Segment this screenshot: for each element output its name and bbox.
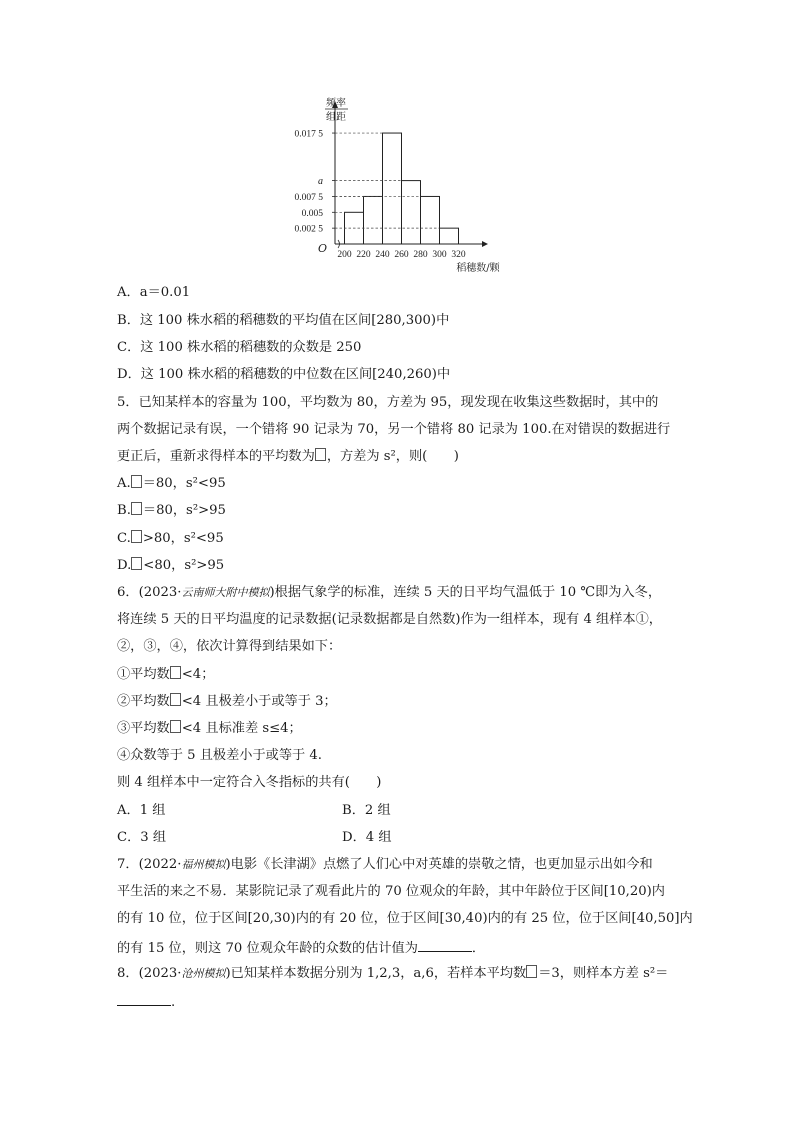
q6-cond-1: ①平均数 <4； [117,667,215,682]
q4-option-a: A．a＝0.01 [117,285,191,300]
q7-line-4: 的有 15 位，则这 70 位观众年龄的众数的估计值为 ． [117,938,485,958]
q4-option-c: C．这 100 株水稻的稻穗数的众数是 250 [117,340,362,355]
y-tick-label: a [318,176,323,188]
x-tick-label: 260 [394,250,409,260]
xbar-symbol [526,965,537,978]
q5-option-d: D. <80，s²>95 [117,558,225,573]
answer-blank [418,938,472,952]
histogram-bar [383,133,402,244]
q6-option-b: B．2 组 [342,803,391,818]
origin-label: O [318,242,328,255]
xbar-symbol [170,693,181,706]
q6-line-1: 6．(2023·云南师大附中模拟)根据气象学的标准，连续 5 天的日平均气温低于 10 ℃即为入冬， [117,585,662,600]
q6-cond-4: ④众数等于 5 且极差小于或等于 4. [117,748,322,763]
q5-option-c: C. >80，s²<95 [117,531,224,546]
x-tick-label: 320 [451,250,466,260]
xbar-symbol [170,720,181,733]
histogram-bar [421,196,440,244]
xbar-symbol [131,530,142,543]
q7-line-2: 平生活的来之不易．某影院记录了观看此片的 70 位观众的年龄，其中年龄位于区间[10,20)内 [117,884,665,899]
q5-option-a: A. ＝80，s²<95 [117,476,226,491]
histogram-bar [364,196,383,244]
x-axis-arrow [482,241,488,247]
q8-line-2: . [117,992,175,1012]
x-tick-label: 220 [356,250,371,260]
q4-option-d: D．这 100 株水稻的稻穗数的中位数在区间[240,260)中 [117,367,451,382]
q7-line-1: 7．(2022·福州模拟)电影《长津湖》点燃了人们心中对英雄的崇敬之情，也更加显示出如今和 [117,857,653,872]
q5-option-b: B. ＝80，s²>95 [117,503,226,518]
y-label-top: 频率 [326,98,346,109]
histogram-chart [294,92,520,282]
q6-cond-2: ②平均数 <4 且极差小于或等于 3； [117,694,337,709]
q6-option-c: C．3 组 [117,830,167,845]
q6-line-2: 将连续 5 天的日平均温度的记录数据(记录数据都是自然数)作为一组样本，现有 4 组样本①， [117,612,662,627]
x-tick-label: 240 [375,250,390,260]
q5-line-1: 5．已知某样本的容量为 100，平均数为 80，方差为 95，现发现在收集这些数据时，其中的 [117,395,659,410]
xbar-symbol [131,475,142,488]
q8-line-1: 8．(2023·沧州模拟)已知某样本数据分别为 1,2,3，a,6，若样本平均数 ＝3，则样本方差 s²＝ [117,966,669,981]
y-tick-label: 0.007 5 [294,192,323,203]
q4-option-b: B．这 100 株水稻的稻穗数的平均值在区间[280,300)中 [117,313,450,328]
x-axis-label: 稻穗数/颗 [456,263,500,274]
y-tick-label: 0.002 5 [294,224,323,235]
histogram-bar [440,228,459,244]
x-tick-label: 300 [432,250,447,260]
q6-question: 则 4 组样本中一定符合入冬指标的共有( ) [117,775,382,790]
y-tick-label: 0.017 5 [294,129,323,140]
q7-line-3: 的有 10 位，位于区间[20,30)内的有 20 位，位于区间[30,40)内的有 25 位，位于区间[40,50]内 [117,911,693,926]
histogram-bar [402,181,421,244]
q6-option-a: A．1 组 [117,803,166,818]
x-tick-label: 200 [337,250,352,260]
y-tick-label: 0.005 [301,208,323,219]
q5-line-3: 更正后，重新求得样本的平均数为 ，方差为 s²，则( ) [117,449,459,464]
x-tick-label: 280 [413,250,428,260]
q6-cond-3: ③平均数 <4 且标准差 s≤4； [117,721,302,736]
xbar-symbol [131,557,142,570]
q5-line-2: 两个数据记录有误，一个错将 90 记录为 70，另一个错将 80 记录为 100.在对错误的数据进行 [117,422,671,437]
xbar-symbol [170,666,181,679]
q6-option-d: D．4 组 [342,830,392,845]
y-label-bottom: 组距 [326,112,346,123]
q6-line-3: ②，③，④，依次计算得到结果如下： [117,639,342,654]
xbar-symbol [131,502,142,515]
answer-blank [117,992,171,1006]
xbar-symbol [315,448,326,461]
